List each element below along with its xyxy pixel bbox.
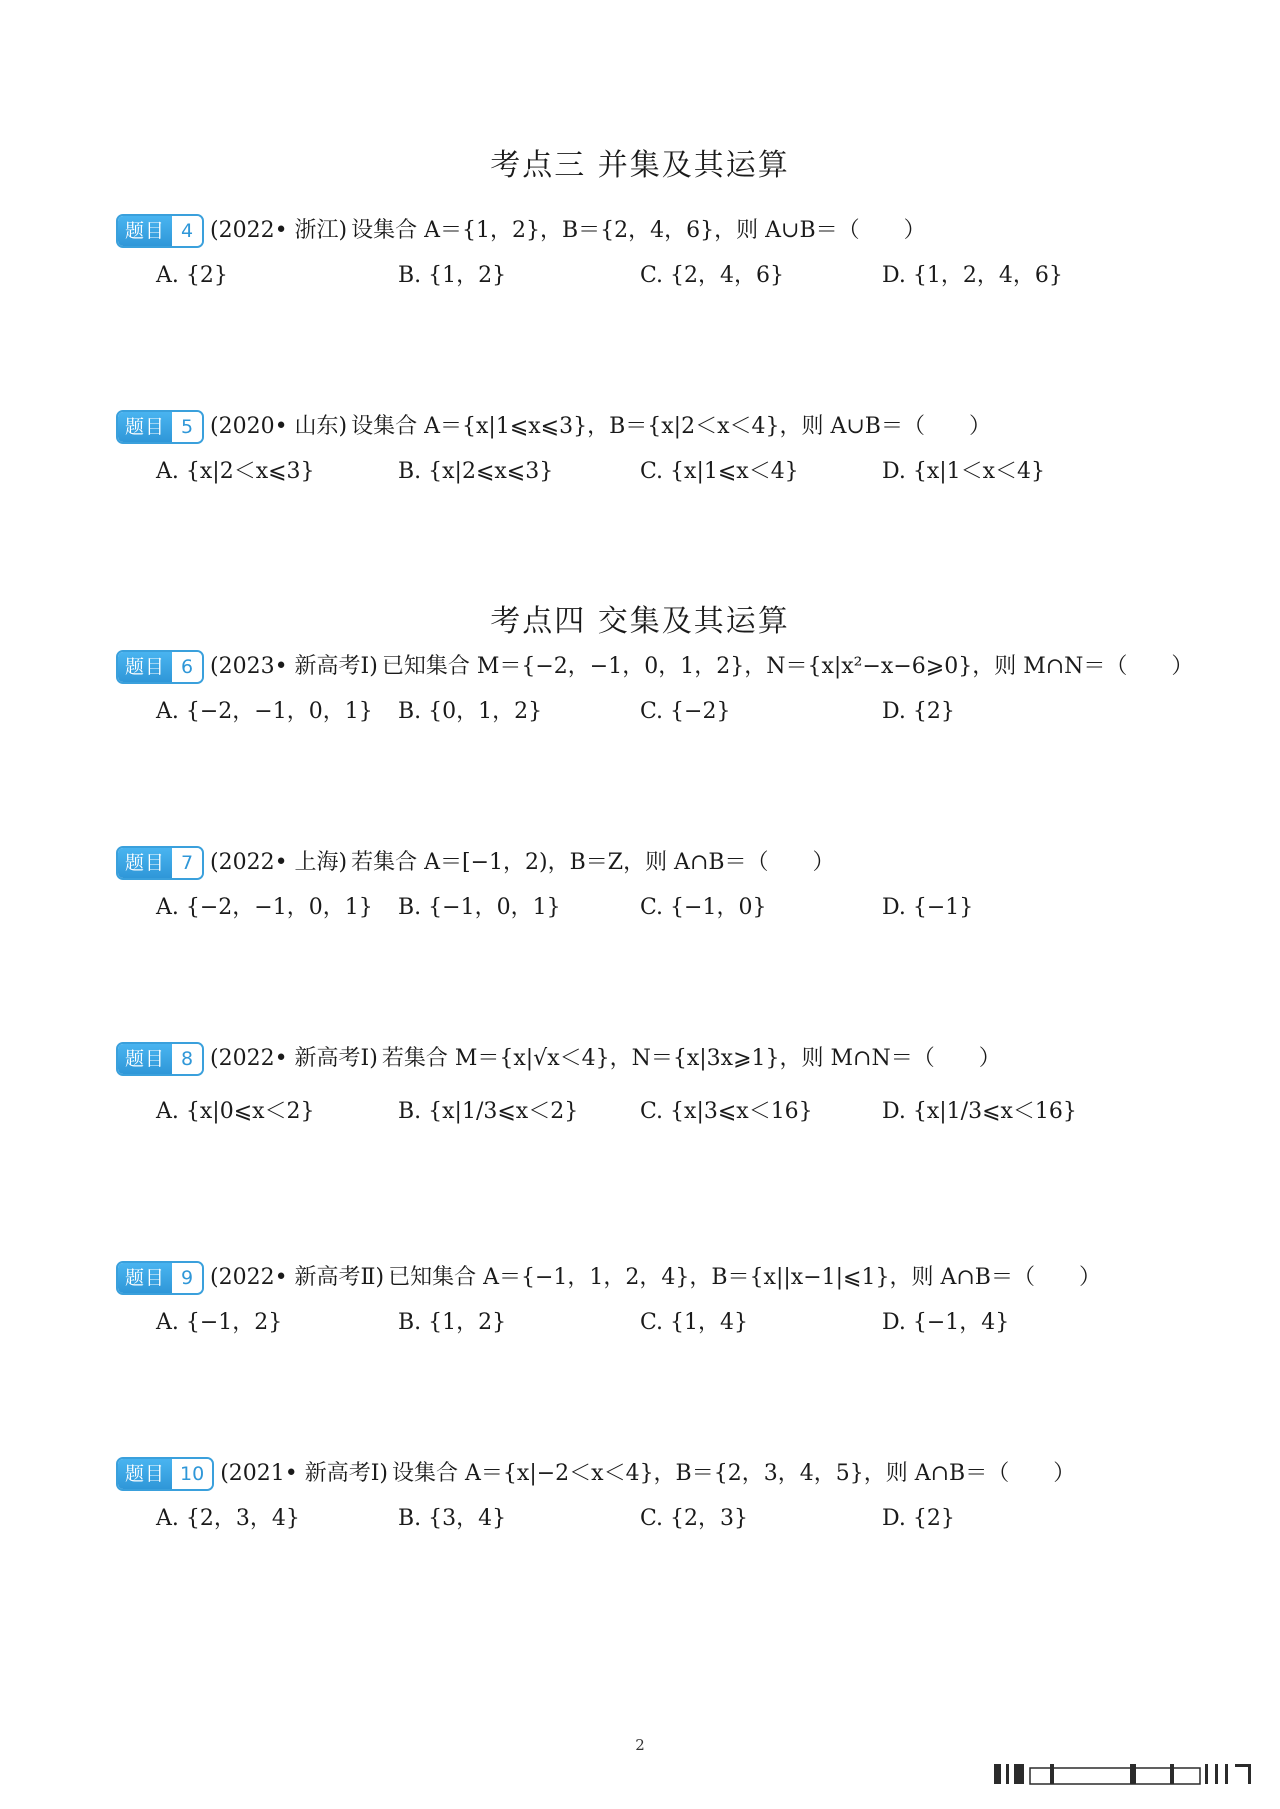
choices bbox=[116, 692, 1196, 732]
choices bbox=[116, 1084, 1196, 1140]
watermark-bar bbox=[1014, 1764, 1024, 1784]
watermark-bar bbox=[1215, 1764, 1218, 1784]
watermark-bar bbox=[994, 1764, 1001, 1784]
problem-tag bbox=[116, 846, 204, 880]
choice-a: A. {2} bbox=[156, 263, 228, 288]
problem-stem: 设集合 A＝{1，2}，B＝{2，4，6}，则 A∪B＝（ ） bbox=[351, 218, 926, 243]
choice-a: A. {−2，−1，0，1} bbox=[156, 699, 373, 724]
problem-source: (2022• 浙江) bbox=[210, 218, 348, 243]
problem-stem: 已知集合 A＝{−1，1，2，4}，B＝{x||x−1|⩽1}，则 A∩B＝（ ） bbox=[388, 1265, 1101, 1290]
problem-source: (2021• 新高考Ⅰ) bbox=[220, 1461, 389, 1486]
problem-stem: 设集合 A＝{x|1⩽x⩽3}，B＝{x|2＜x＜4}，则 A∪B＝（ ） bbox=[351, 414, 991, 439]
choice-b: B. {x|2⩽x⩽3} bbox=[398, 459, 554, 484]
problem-tag-label: 题目 bbox=[118, 412, 172, 442]
choice-a: A. {2，3，4} bbox=[156, 1506, 300, 1531]
choice-d: D. {x|1＜x＜4} bbox=[882, 459, 1046, 484]
watermark-frame bbox=[1030, 1768, 1200, 1784]
choice-d: D. {2} bbox=[882, 699, 955, 724]
choice-d: D. {−1} bbox=[882, 895, 974, 920]
choice-b: B. {0，1，2} bbox=[398, 699, 543, 724]
question-line bbox=[116, 1457, 1196, 1491]
problem-tag-label: 题目 bbox=[118, 1044, 172, 1074]
problem-number: 5 bbox=[172, 412, 202, 442]
choice-b: B. {1，2} bbox=[398, 1310, 507, 1335]
choice-d: D. {x|1/3⩽x＜16} bbox=[882, 1099, 1077, 1124]
question-line bbox=[116, 846, 1196, 880]
problem-tag bbox=[116, 214, 204, 248]
problem-number: 10 bbox=[172, 1459, 212, 1489]
choice-a: A. {−1，2} bbox=[156, 1310, 283, 1335]
problem-stem: 设集合 A＝{x|−2＜x＜4}，B＝{2，3，4，5}，则 A∩B＝（ ） bbox=[392, 1461, 1076, 1486]
question-line bbox=[116, 1261, 1196, 1295]
problem-tag-label: 题目 bbox=[118, 1263, 172, 1293]
question-line bbox=[116, 410, 1196, 444]
problem-7 bbox=[116, 846, 1196, 928]
section-title-union: 考点三 并集及其运算 bbox=[490, 148, 790, 183]
choice-b: B. {−1，0，1} bbox=[398, 895, 561, 920]
problem-source: (2020• 山东) bbox=[210, 414, 348, 439]
problem-6 bbox=[116, 650, 1196, 732]
problem-tag bbox=[116, 1042, 204, 1076]
problem-source: (2022• 上海) bbox=[210, 850, 348, 875]
question-line bbox=[116, 1042, 1196, 1076]
watermark-bar bbox=[1006, 1764, 1009, 1784]
choice-d: D. {−1，4} bbox=[882, 1310, 1010, 1335]
problem-number: 9 bbox=[172, 1263, 202, 1293]
choice-b: B. {3，4} bbox=[398, 1506, 507, 1531]
choice-c: C. {−2} bbox=[640, 699, 731, 724]
choices bbox=[116, 1303, 1196, 1343]
watermark-bar bbox=[1130, 1764, 1136, 1784]
problem-tag bbox=[116, 1261, 204, 1295]
watermark-bar bbox=[1170, 1764, 1174, 1784]
watermark-bar bbox=[1225, 1764, 1228, 1784]
choice-c: C. {2，4，6} bbox=[640, 263, 785, 288]
choices bbox=[116, 452, 1196, 492]
choice-c: C. {x|3⩽x＜16} bbox=[640, 1099, 813, 1124]
choice-c: C. {1，4} bbox=[640, 1310, 749, 1335]
problem-number: 4 bbox=[172, 216, 202, 246]
choices bbox=[116, 888, 1196, 928]
choice-b: B. {1，2} bbox=[398, 263, 507, 288]
problem-tag-label: 题目 bbox=[118, 216, 172, 246]
section-title-intersection: 考点四 交集及其运算 bbox=[490, 604, 790, 639]
choice-d: D. {1，2，4，6} bbox=[882, 263, 1063, 288]
watermark-bar bbox=[1050, 1764, 1054, 1784]
problem-stem: 已知集合 M＝{−2，−1，0，1，2}，N＝{x|x²−x−6⩾0}，则 M∩N＝（ ） bbox=[381, 654, 1194, 679]
watermark-bar bbox=[1248, 1764, 1251, 1784]
problem-tag-label: 题目 bbox=[118, 848, 172, 878]
choice-c: C. {−1，0} bbox=[640, 895, 767, 920]
question-line bbox=[116, 650, 1196, 684]
problem-stem: 若集合 M＝{x|√x＜4}，N＝{x|3x⩾1}，则 M∩N＝（ ） bbox=[381, 1046, 1001, 1071]
problem-source: (2022• 新高考Ⅰ) bbox=[210, 1046, 378, 1071]
watermark-logo bbox=[990, 1760, 1260, 1788]
choice-a: A. {x|2＜x⩽3} bbox=[156, 459, 315, 484]
problem-tag bbox=[116, 1457, 214, 1491]
problem-tag bbox=[116, 410, 204, 444]
problem-number: 7 bbox=[172, 848, 202, 878]
problem-number: 8 bbox=[172, 1044, 202, 1074]
page-number: 2 bbox=[635, 1736, 645, 1754]
choices bbox=[116, 256, 1196, 296]
watermark-bar bbox=[1205, 1764, 1208, 1784]
choices bbox=[116, 1499, 1196, 1539]
problem-tag-label: 题目 bbox=[118, 652, 172, 682]
problem-10 bbox=[116, 1457, 1196, 1539]
problem-8 bbox=[116, 1042, 1196, 1140]
choice-a: A. {−2，−1，0，1} bbox=[156, 895, 373, 920]
choice-d: D. {2} bbox=[882, 1506, 955, 1531]
problem-tag-label: 题目 bbox=[118, 1459, 172, 1489]
problem-5 bbox=[116, 410, 1196, 492]
choice-c: C. {x|1⩽x＜4} bbox=[640, 459, 799, 484]
choice-a: A. {x|0⩽x＜2} bbox=[156, 1099, 315, 1124]
problem-4 bbox=[116, 214, 1196, 296]
question-line bbox=[116, 214, 1196, 248]
problem-source: (2022• 新高考Ⅱ) bbox=[210, 1265, 385, 1290]
problem-source: (2023• 新高考Ⅰ) bbox=[210, 654, 378, 679]
problem-9 bbox=[116, 1261, 1196, 1343]
problem-tag bbox=[116, 650, 204, 684]
problem-number: 6 bbox=[172, 652, 202, 682]
problem-stem: 若集合 A＝[−1，2)，B＝Z，则 A∩B＝（ ） bbox=[351, 850, 835, 875]
choice-c: C. {2，3} bbox=[640, 1506, 749, 1531]
choice-b: B. {x|1/3⩽x＜2} bbox=[398, 1099, 579, 1124]
